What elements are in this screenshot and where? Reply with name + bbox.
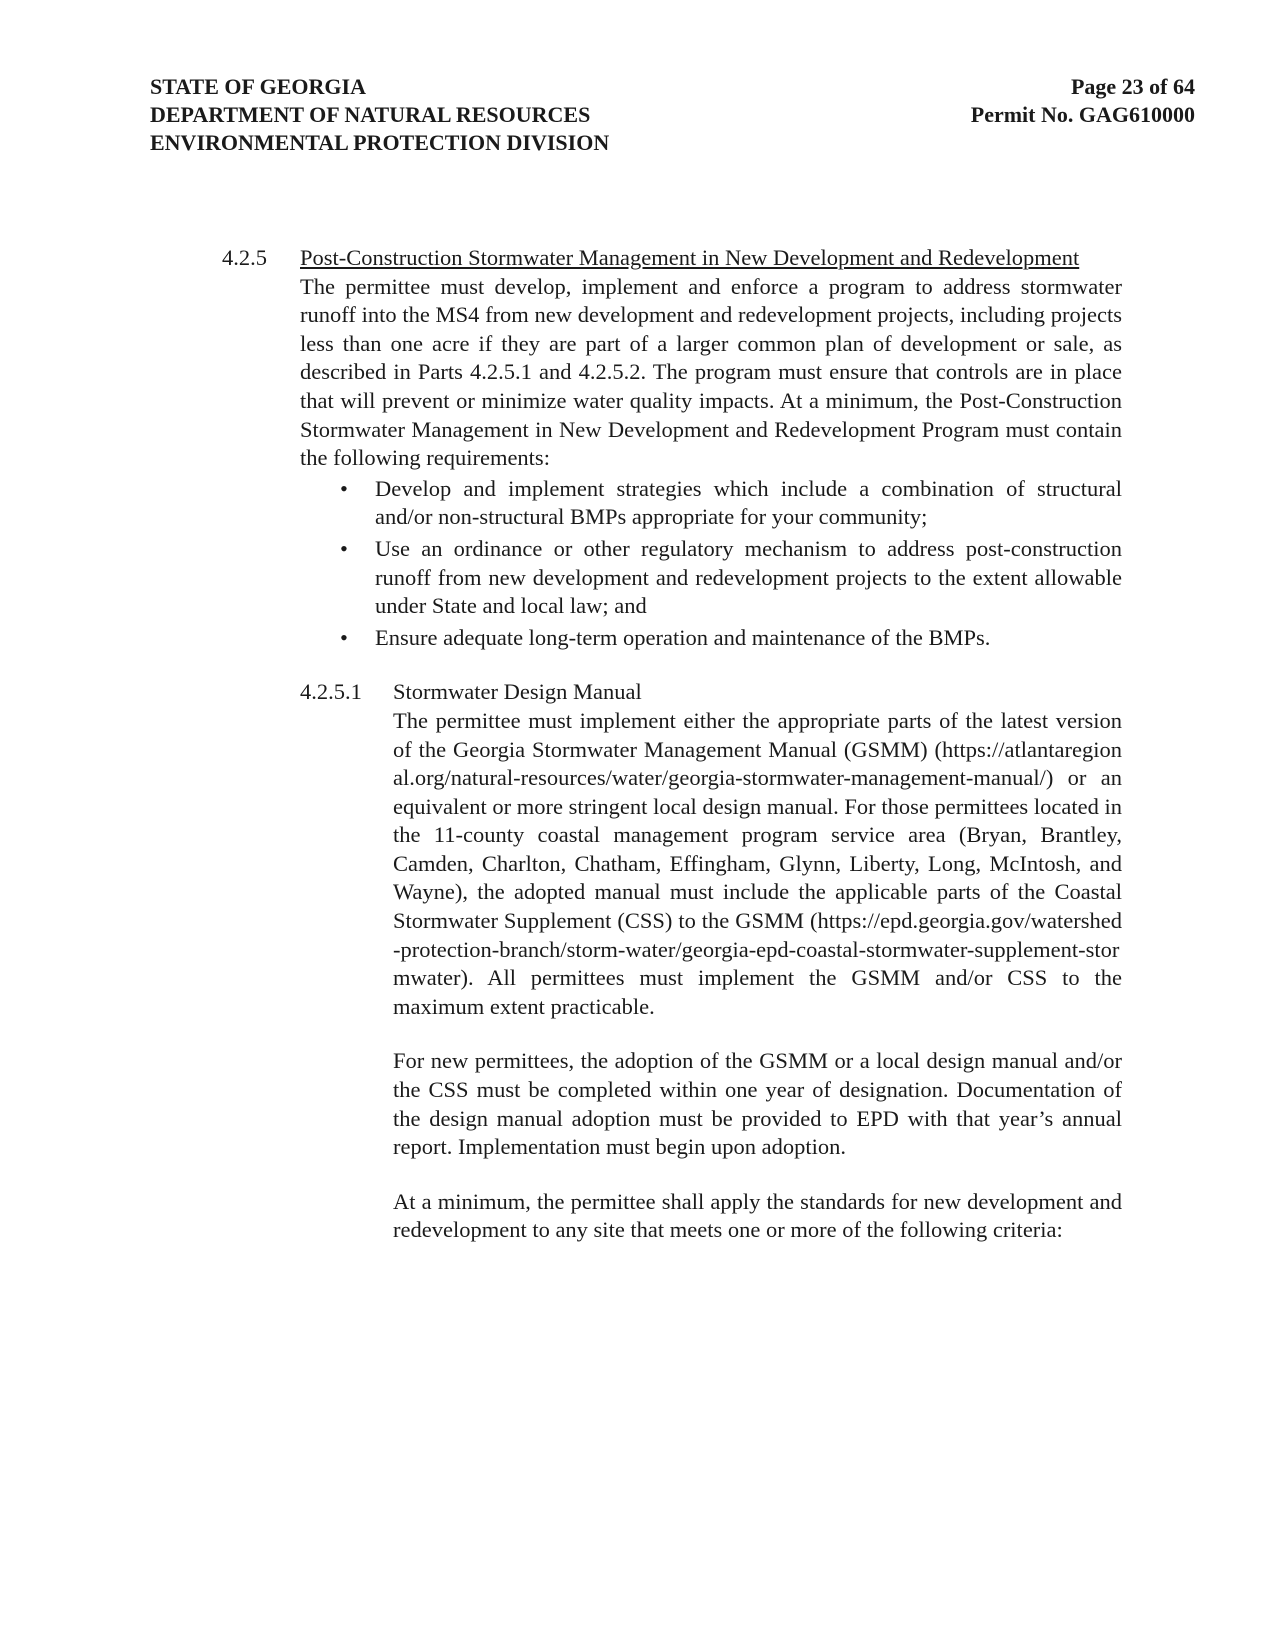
criteria-paragraph: At a minimum, the permittee shall apply the standards for new development and redevelopment to any site that meets one or more of the following criteria: — [393, 1188, 1122, 1243]
agency-division: ENVIRONMENTAL PROTECTION DIVISION — [150, 130, 610, 155]
agency-department: DEPARTMENT OF NATURAL RESOURCES — [150, 102, 591, 127]
list-item — [300, 475, 1122, 532]
agency-block — [150, 73, 710, 157]
paragraph-text: or an equivalent or more stringent local design manual. For those permittees located in the 11-county coastal management program service area (Bryan, Brantley, Camden, Charlton, Chatham, Effingham, Glynn, Liberty, Long, McIntosh, and Wayne), the adopted manual must include the applicable parts of the Coastal Stormwater Supplement (CSS) to the GSMM — [393, 765, 1122, 934]
permit-number: Permit No. GAG610000 — [970, 102, 1195, 127]
requirements-list — [300, 475, 1122, 653]
bullet-icon: • — [340, 475, 348, 501]
list-item — [300, 624, 1122, 653]
subsection-4-2-5-1 — [300, 678, 1122, 1245]
new-permittees-paragraph: For new permittees, the adoption of the GSMM or a local design manual and/or the CSS must be completed within one year of designation. Documentation of the design manual adoption must be provided to EPD with that year’s annual report. Implementation must begin upon adoption. — [393, 1048, 1122, 1160]
design-manual-paragraph — [393, 707, 1122, 1022]
list-item-text: Develop and implement strategies which include a combination of structural and/or non-structural BMPs appropriate for your community; — [375, 475, 1122, 530]
section-intro: The permittee must develop, implement and enforce a program to address stormwater runoff into the MS4 from new development and redevelopment projects, including projects less than one acre if they are part of a larger common plan of development or sale, as described in Parts 4.2.5.1 and 4.2.5.2. The program must ensure that controls are in place that will prevent or minimize water quality impacts. At a minimum, the Post-Construction Stormwater Management in New Development and Redevelopment Program must contain the following requirements: — [300, 273, 1122, 471]
section-title: Post-Construction Stormwater Management in New Development and Redevelopment — [300, 245, 1080, 270]
subsection-title: Stormwater Design Manual — [393, 679, 642, 705]
paragraph-text: The permittee must implement either the appropriate parts of the latest version of the Georgia Stormwater Management Manual (GSMM) — [393, 707, 1122, 762]
bullet-icon: • — [340, 535, 348, 561]
section-body — [300, 244, 1122, 1245]
list-item — [300, 535, 1122, 621]
subsection-number: 4.2.5.1 — [300, 679, 362, 705]
page-number: Page 23 of 64 — [1070, 74, 1195, 99]
page-info-block — [790, 73, 1195, 129]
paragraph-text: All permittees must implement the GSMM and/or CSS to the maximum extent practicable. — [393, 965, 1122, 1019]
gsmm-url: (https://atlantaregional.org/natural-resources/water/georgia-stormwater-management-manual/) — [393, 736, 1122, 791]
list-item-text: Ensure adequate long-term operation and maintenance of the BMPs. — [375, 624, 991, 650]
bullet-icon: • — [340, 624, 348, 650]
subsection-body — [393, 678, 1122, 1245]
agency-state: STATE OF GEORGIA — [150, 74, 366, 99]
list-item-text: Use an ordinance or other regulatory mechanism to address post-construction runoff from new development and redevelopment projects to the extent allowable under State and local law; and — [375, 535, 1122, 619]
section-4-2-5 — [222, 244, 1122, 1245]
section-number: 4.2.5 — [222, 245, 267, 270]
css-url: (https://epd.georgia.gov/watershed-protection-branch/storm-water/georgia-epd-coastal-stormwater-supplement-stormwater). — [393, 908, 1122, 991]
document-body — [222, 244, 1122, 1271]
